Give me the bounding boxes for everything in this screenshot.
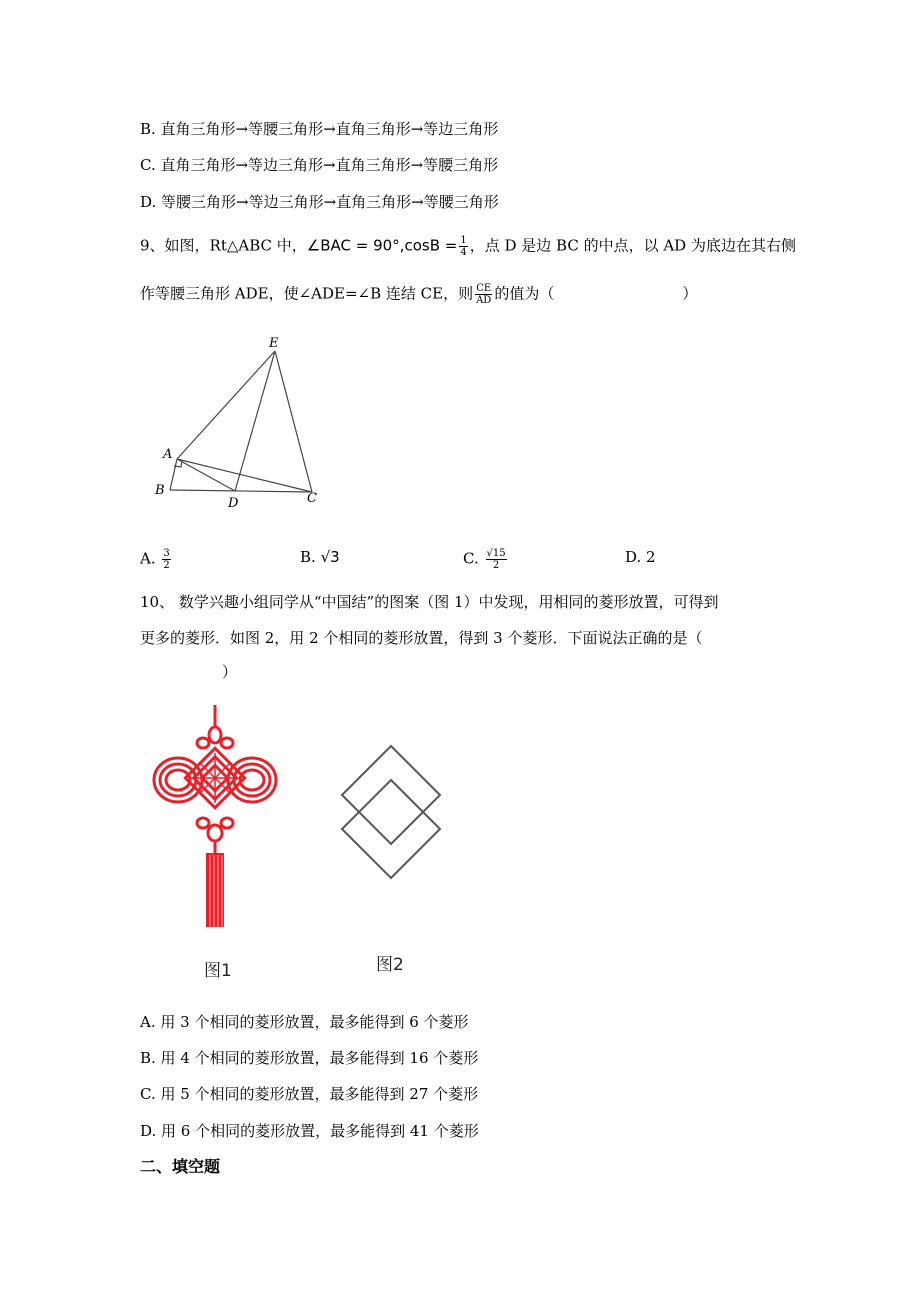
q9-ratio-num: CE [476,283,492,294]
q9-ratio-den: AD [476,295,492,306]
q10-option-a: A. 用 3 个相同的菱形放置，最多能得到 6 个菱形 [140,1013,469,1031]
q9-line1 [140,235,796,258]
q10-option-d: D. 用 6 个相同的菱形放置，最多能得到 41 个菱形 [140,1122,479,1140]
q9-text-c: 作等腰三角形 ADE，使∠ADE=∠B 连结 CE，则 [140,284,474,303]
q10-close-paren: ） [222,663,238,681]
q9-text-d: 的值为（ [494,284,555,303]
q9-option-c: C. $\frac{√15}{2}$ [463,548,506,571]
q9-option-b: B. √3 [300,548,340,566]
q9-angle-cos: ∠BAC = 90°,cosB = [306,236,458,255]
q9-cos-num: 1 [460,235,467,246]
prev-option-c: C. 直角三角形→等边三角形→直角三角形→等腰三角形 [140,156,499,174]
chinese-knot-image [150,705,280,930]
label-e: E [269,336,279,351]
prev-option-d: D. 等腰三角形→等边三角形→直角三角形→等腰三角形 [140,193,499,211]
label-a: A [163,447,173,462]
q9-triangle-figure [150,330,340,515]
two-rhombi-figure [338,742,444,882]
q9-close-paren: ） [682,284,698,303]
q9-text-b: ，点 D 是边 BC 的中点，以 AD 为底边在其右侧 [469,236,796,255]
label-d: D [228,496,239,511]
q10-option-b: B. 用 4 个相同的菱形放置，最多能得到 16 个菱形 [140,1049,479,1067]
q9-option-d: D. 2 [625,548,656,566]
q9-option-a: A. $\frac{3}{2}$ [140,548,170,571]
section-heading: 二、填空题 [140,1157,221,1176]
q10-line1: 10、 数学兴趣小组同学从“中国结”的图案（图 1）中发现，用相同的菱形放置，可得到 [140,593,719,611]
q9-cos-den: 4 [460,247,467,258]
q10-option-c: C. 用 5 个相同的菱形放置，最多能得到 27 个菱形 [140,1085,479,1103]
q9-cos-fraction [459,235,467,258]
figure-1-caption: 图1 [204,961,232,981]
prev-option-b: B. 直角三角形→等腰三角形→直角三角形→等边三角形 [140,120,499,138]
q10-line2: 更多的菱形．如图 2，用 2 个相同的菱形放置，得到 3 个菱形．下面说法正确的是（ [140,629,703,647]
q9-line2 [140,283,697,306]
q9-option-a-fraction: $\frac{3}{2}$ [163,548,170,571]
q9-ratio-fraction [475,283,492,306]
q9-option-c-fraction: $\frac{√15}{2}$ [486,548,506,571]
label-c: C [307,491,317,506]
label-b: B [155,483,165,498]
figure-2-caption: 图2 [376,955,404,975]
q9-text-a: 9、如图，Rt△ABC 中， [140,236,307,255]
